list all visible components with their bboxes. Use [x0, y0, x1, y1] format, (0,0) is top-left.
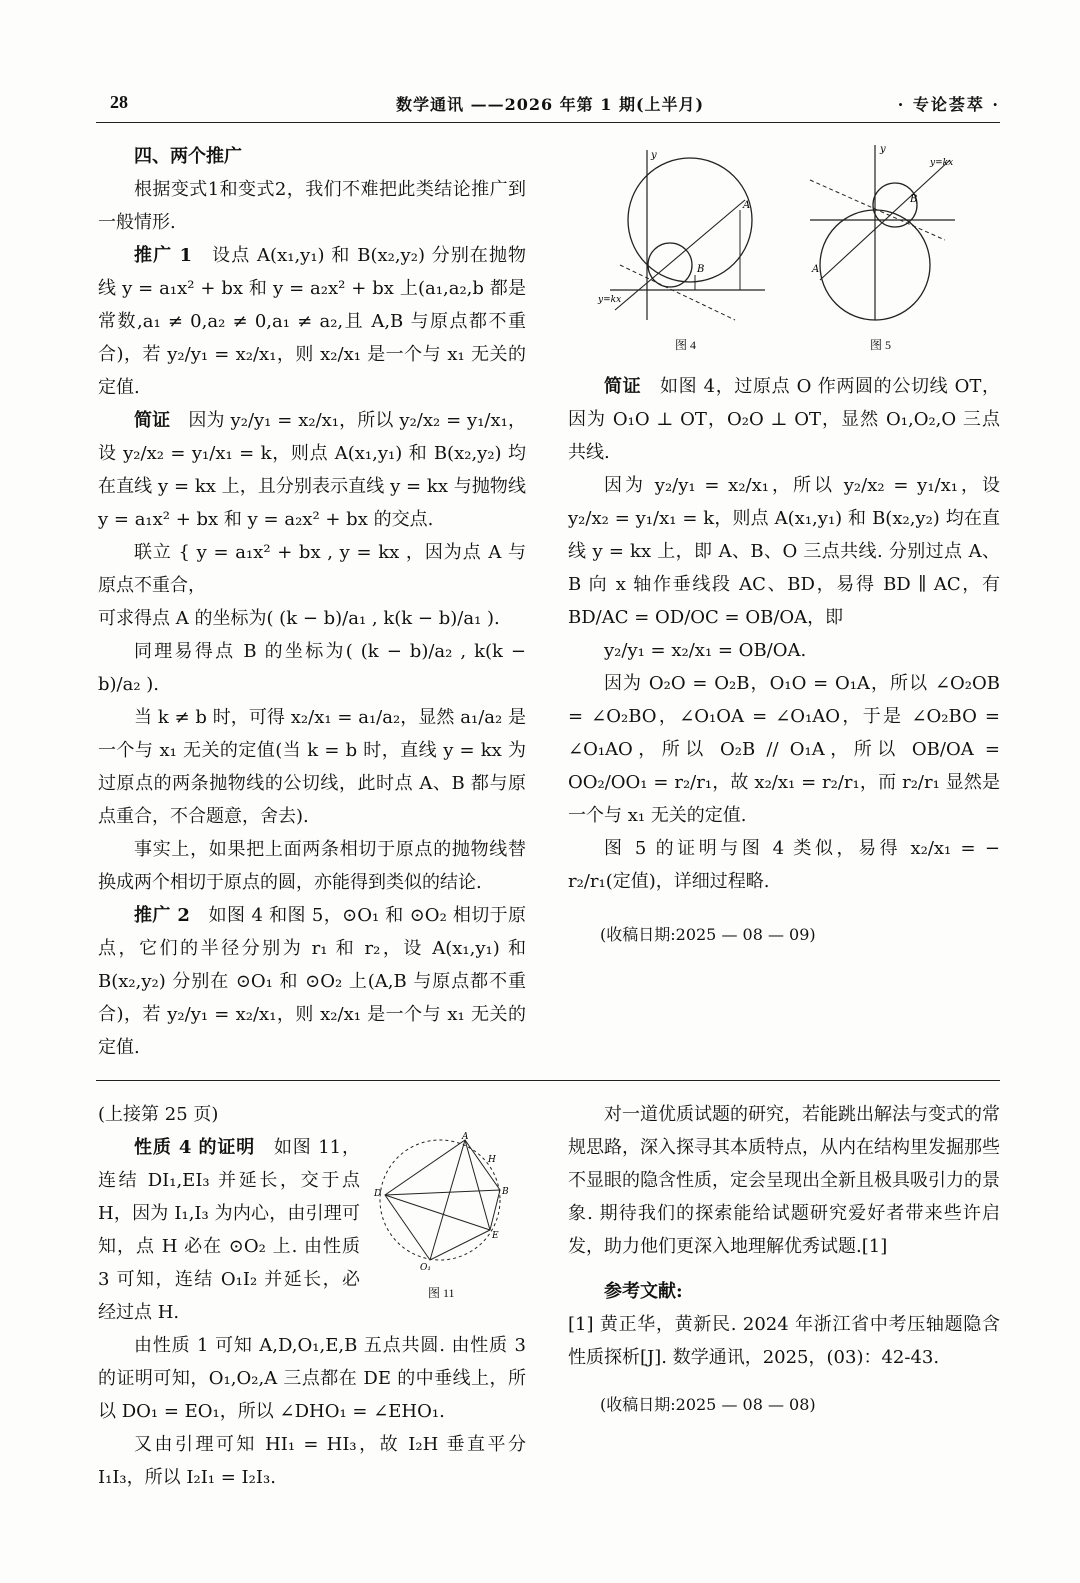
text: 如图 11，连结 DI₁,EI₃ 并延长，交于点 H，因为 I₁,I₃ 为内心，由引理可知，点 H 必在 ⊙O₂ 上. 由性质 3 可知，连结 O₁I₂ 并延长，必经过点 H.	[98, 1137, 360, 1323]
figure-11	[370, 1130, 530, 1280]
segment	[385, 1195, 490, 1230]
journal-title: 数学通讯 ——2026 年第 1 期(上半月)	[396, 95, 705, 114]
page-header	[96, 88, 1000, 123]
circle-o2	[648, 243, 692, 287]
label-y: y	[651, 150, 657, 161]
paragraph: 事实上，如果把上面两条相切于原点的抛物线替换成两个相切于原点的圆，亦能得到类似的结论.	[98, 839, 526, 893]
tangent-ot	[620, 265, 735, 320]
system-equation: 联立 { y = a₁x² + bx , y = kx ，因为点 A 与原点不重合，	[98, 542, 526, 596]
generalization-1	[98, 239, 526, 404]
figure-4	[595, 140, 770, 330]
page-number: 28	[110, 92, 128, 112]
received-date: (收稿日期:2025 — 08 — 08)	[600, 1395, 816, 1414]
label: 性质 4 的证明	[134, 1137, 256, 1158]
pentagon	[385, 1140, 500, 1260]
text: 如图 4 和图 5，⊙O₁ 和 ⊙O₂ 相切于原点，它们的半径分别为 r₁ 和 r₂，设 A(x₁,y₁) 和 B(x₂,y₂) 分别在 ⊙O₁ 和 ⊙O₂ 上(A,B 与原点都不重合)，若 y₂/y₁ = x₂/x₁，则 x₂/x₁ 是一个与 x₁ 无关的定值.	[98, 905, 527, 1058]
label-d: D	[374, 1189, 382, 1199]
references-title: 参考文献:	[604, 1281, 683, 1302]
figure-5	[800, 140, 960, 330]
figure-5-caption: 图 5	[870, 338, 892, 352]
proof	[568, 370, 1000, 469]
label-h: H	[488, 1155, 496, 1165]
left-column	[98, 140, 526, 1064]
received-date: (收稿日期:2025 — 08 — 09)	[600, 925, 816, 944]
paragraph: 又由引理可知 HI₁ = HI₃，故 I₂H 垂直平分 I₁I₃，所以 I₂I₁ = I₂I₃.	[98, 1434, 526, 1488]
label: 推广 1	[134, 245, 192, 266]
paragraph	[98, 1131, 360, 1329]
segment	[385, 1190, 500, 1195]
tangent-ot	[810, 180, 945, 240]
label-b: B	[910, 194, 918, 205]
segment	[465, 1140, 490, 1230]
continued-note: (上接第 25 页)	[98, 1104, 219, 1125]
figure-4-caption: 图 4	[675, 338, 697, 352]
label-a: A	[462, 1132, 469, 1142]
label-b: B	[502, 1187, 509, 1197]
figure-11-caption: 图 11	[428, 1286, 455, 1300]
paragraph: 根据变式1和变式2，我们不难把此类结论推广到一般情形.	[98, 179, 526, 233]
label-o1: O₁	[420, 1263, 431, 1273]
coord-b: 同理易得点 B 的坐标为( (k − b)/a₂ , k(k − b)/a₂ ).	[98, 641, 526, 695]
conclusion-paragraph: 对一道优质试题的研究，若能跳出解法与变式的常规思路，深入探寻其本质特点，从内在结构里发掘那些不显眼的隐含性质，定会呈现出全新且极具吸引力的景象. 期待我们的探索能给试题研究爱好者带来些许启发，助力他们更深入地理解优秀试题.[1]	[568, 1104, 1000, 1257]
section-title: · 专论荟萃 ·	[897, 95, 1000, 114]
property-4-proof	[98, 1131, 360, 1329]
label-b: B	[697, 264, 705, 275]
generalization-2	[98, 899, 526, 1064]
label-a: A	[743, 200, 751, 211]
segment	[430, 1140, 465, 1260]
coord-a: 可求得点 A 的坐标为( (k − b)/a₁ , k(k − b)/a₁ ).	[98, 608, 500, 629]
section-heading: 四、两个推广	[134, 146, 242, 167]
paragraph: 图 5 的证明与图 4 类似，易得 x₂/x₁ = − r₂/r₁(定值)，详细过程略.	[568, 838, 1000, 892]
label-y: y	[880, 144, 886, 155]
section-divider	[96, 1080, 1000, 1081]
paragraph: 因为 O₂O = O₂B，O₁O = O₁A，所以 ∠O₂OB = ∠O₂BO，∠O₁OA = ∠O₁AO，于是 ∠O₂BO = ∠O₁AO，所以 O₂B // O₁A，所以 OB/OA = OO₂/OO₁ = r₂/r₁，故 x₂/x₁ = r₂/r₁，而 r₂/r₁ 显然是一个与 x₁ 无关的定值.	[568, 673, 1000, 826]
paragraph: 当 k ≠ b 时，可得 x₂/x₁ = a₁/a₂，显然 a₁/a₂ 是一个与 x₁ 无关的定值(当 k = b 时，直线 y = kx 为过原点的两条抛物线的公切线，此时点 A、B 都与原点重合，不合题意，舍去).	[98, 707, 526, 827]
label: 简证	[134, 410, 171, 431]
text: 如图 4，过原点 O 作两圆的公切线 OT，因为 O₁O ⊥ OT，O₂O ⊥ OT，显然 O₁,O₂,O 三点共线.	[568, 376, 1001, 463]
proof	[98, 404, 526, 536]
right-column	[568, 370, 1000, 951]
equation: y₂/y₁ = x₂/x₁ = OB/OA.	[604, 640, 807, 661]
label-ykx: y=kx	[930, 158, 954, 168]
label: 简证	[604, 376, 642, 397]
text: 因为 y₂/y₁ = x₂/x₁，所以 y₂/x₂ = y₁/x₁，设 y₂/x₂ = y₁/x₁ = k，则点 A(x₁,y₁) 和 B(x₂,y₂) 均在直线 y = kx 上，且分别表示直线 y = kx 与抛物线 y = a₁x² + bx 和 y = a₂x² + bx 的交点.	[98, 410, 526, 530]
paragraph: 因为 y₂/y₁ = x₂/x₁，所以 y₂/x₂ = y₁/x₁，设 y₂/x₂ = y₁/x₁ = k，则点 A(x₁,y₁) 和 B(x₂,y₂) 均在直线 y = kx 上，即 A、B、O 三点共线. 分别过点 A、B 向 x 轴作垂线段 AC、BD，易得 BD ∥ AC，有 BD/AC = OD/OC = OB/OA，即	[568, 475, 1000, 628]
reference-1: [1] 黄正华，黄新民. 2024 年浙江省中考压轴题隐含性质探析[J]. 数学通讯，2025，(03)：42-43.	[568, 1314, 1000, 1368]
paragraph: 由性质 1 可知 A,D,O₁,E,B 五点共圆. 由性质 3 的证明可知，O₁,O₂,A 三点都在 DE 的中垂线上，所以 DO₁ = EO₁，所以 ∠DHO₁ = ∠EHO₁.	[98, 1335, 526, 1422]
label: 推广 2	[134, 905, 190, 926]
label-ykx: y=kx	[598, 295, 622, 305]
text: 设点 A(x₁,y₁) 和 B(x₂,y₂) 分别在抛物线 y = a₁x² + bx 和 y = a₂x² + bx 上(a₁,a₂,b 都是常数,a₁ ≠ 0,a₂ ≠ 0,a₁ ≠ a₂,且 A,B 与原点都不重合)，若 y₂/y₁ = x₂/x₁，则 x₂/x₁ 是一个与 x₁ 无关的定值.	[98, 245, 527, 398]
label-e: E	[492, 1231, 499, 1241]
lower-right-column	[568, 1098, 1000, 1421]
label-a: A	[812, 264, 820, 275]
